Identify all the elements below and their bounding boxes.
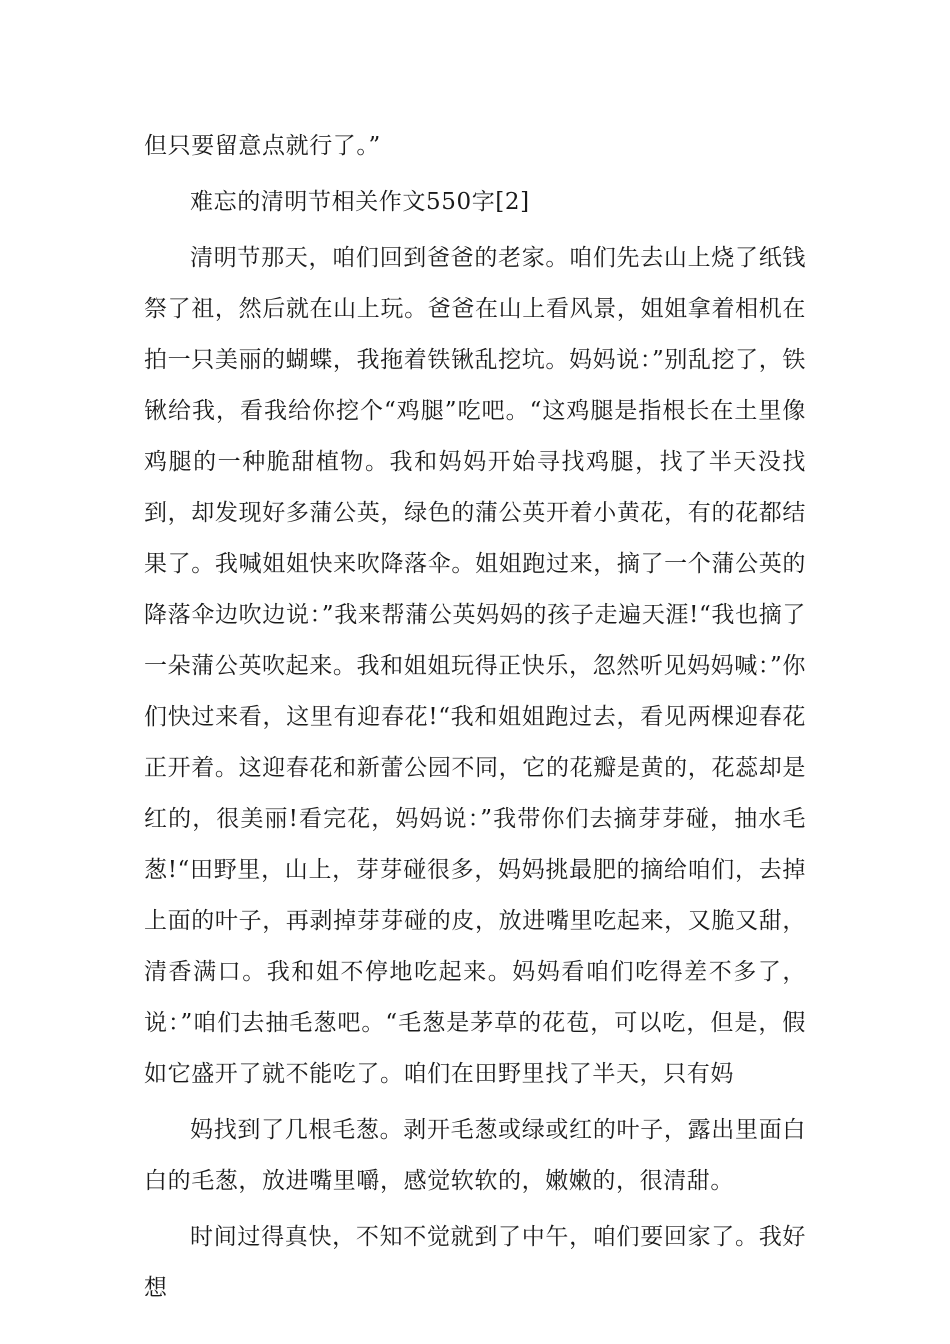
- paragraph-main: 清明节那天，咱们回到爸爸的老家。咱们先去山上烧了纸钱祭了祖，然后就在山上玩。爸爸在山上看风景，姐姐拿着相机在拍一只美丽的蝴蝶，我拖着铁锹乱挖坑。妈妈说：”别乱挖了，铁锹给我，看我给你挖个“鸡腿”吃吧。“这鸡腿是指根长在土里像鸡腿的一种脆甜植物。我和妈妈开始寻找鸡腿，找了半天没找到，却发现好多蒲公英，绿色的蒲公英开着小黄花，有的花都结果了。我喊姐姐快来吹降落伞。姐姐跑过来，摘了一个蒲公英的降落伞边吹边说：”我来帮蒲公英妈妈的孩子走遍天涯!“我也摘了一朵蒲公英吹起来。我和姐姐玩得正快乐，忽然听见妈妈喊：”你们快过来看，这里有迎春花!“我和姐姐跑过去，看见两棵迎春花正开着。这迎春花和新蕾公园不同，它的花瓣是黄的，花蕊却是红的，很美丽!看完花，妈妈说：”我带你们去摘芽芽碰，抽水毛葱!“田野里，山上，芽芽碰很多，妈妈挑最肥的摘给咱们，去掉上面的叶子，再剥掉芽芽碰的皮，放进嘴里吃起来，又脆又甜，清香满口。我和姐不停地吃起来。妈妈看咱们吃得差不多了，说：”咱们去抽毛葱吧。“毛葱是茅草的花苞，可以吃，但是，假如它盛开了就不能吃了。咱们在田野里找了半天，只有妈: [144, 245, 806, 1087]
- section-heading: 难忘的清明节相关作文550字[2]: [190, 189, 530, 215]
- paragraph-second: 妈找到了几根毛葱。剥开毛葱或绿或红的叶子，露出里面白白的毛葱，放进嘴里嚼，感觉软软的，嫩嫩的，很清甜。: [144, 1117, 806, 1194]
- paragraph-third: 时间过得真快，不知不觉就到了中午，咱们要回家了。我好想: [144, 1224, 806, 1301]
- paragraph-continuation: 但只要留意点就行了。”: [144, 133, 381, 159]
- article-body: [144, 121, 806, 1314]
